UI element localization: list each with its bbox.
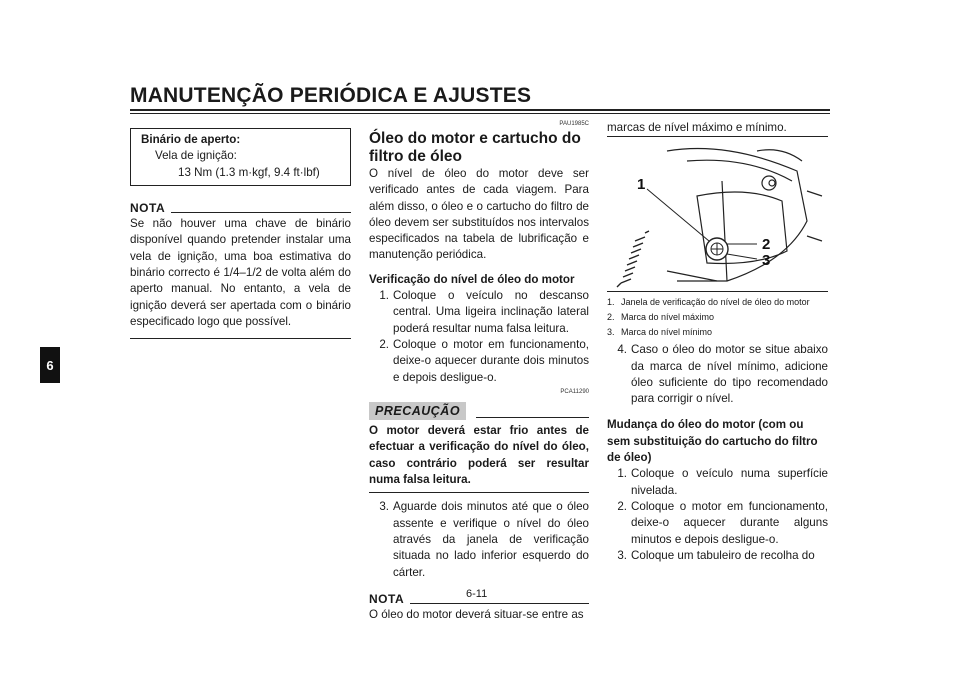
nota-header <box>130 200 351 216</box>
step-text: Aguarde dois minutos até que o óleo assente e verifique o nível do óleo através da janela de verificação situada no lado inferior esquerdo do cárter. <box>393 500 589 579</box>
step-text: Coloque um tabuleiro de recolha do <box>631 548 815 562</box>
caution-text: O motor deverá estar frio antes de efectuar a verificação do nível do óleo, caso contrário poderá ser resultar numa falsa leitura. <box>369 424 589 487</box>
step-number: 1. <box>617 467 627 481</box>
step-text: Coloque o veículo numa superfície nivelada. <box>631 467 828 497</box>
list-item <box>607 342 828 407</box>
column-right <box>607 120 828 564</box>
page-title: MANUTENÇÃO PERIÓDICA E AJUSTES <box>130 84 532 107</box>
caution-header <box>369 402 589 420</box>
page-number: 6-11 <box>466 588 488 600</box>
list-item <box>369 288 589 337</box>
caution-badge: PRECAUÇÃO <box>369 402 466 420</box>
caption-item <box>607 311 828 323</box>
caption-text: Janela de verificação do nível de óleo do motor <box>621 297 810 308</box>
title-rule <box>130 109 830 111</box>
step-text: Coloque o veículo no descanso central. Uma ligeira inclinação lateral poderá resultar numa falsa leitura. <box>393 289 589 335</box>
subheading-oil-change: Mudança do óleo do motor (com ou sem substituição do cartucho do filtro de óleo) <box>607 418 818 465</box>
nota-label: NOTA <box>130 200 166 215</box>
torque-value: 13 Nm (1.3 m·kgf, 9.4 ft·lbf) <box>178 165 320 179</box>
step-text: Coloque o motor em funcionamento, deixe-o aquecer durante dois minutos e depois desligue-o. <box>393 337 589 384</box>
chapter-tab: 6 <box>40 347 60 383</box>
figure-caption-rule <box>607 291 828 292</box>
torque-item: Vela de ignição: <box>155 149 237 163</box>
caption-number: 1. <box>607 297 615 308</box>
caption-number: 2. <box>607 312 615 323</box>
oil-window <box>706 238 728 260</box>
engine-illustration <box>607 141 828 289</box>
figure-label-3: 3 <box>762 252 771 270</box>
list-item <box>607 466 828 499</box>
leader-line-3 <box>727 254 757 259</box>
list-item <box>369 337 589 386</box>
continuation-text: marcas de nível máximo e mínimo. <box>607 120 828 137</box>
figure-label-2: 2 <box>762 236 771 254</box>
subheading-oil-level: Verificação do nível de óleo do motor <box>369 272 575 286</box>
step-text: Caso o óleo do motor se situe abaixo da marca de nível mínimo, adicione óleo suficiente do tipo recomendado para corrigir o nível. <box>631 343 828 406</box>
step-number: 1. <box>379 289 389 303</box>
step-text: Coloque o motor em funcionamento, deixe-o aquecer durante alguns minutos e depois desligue-o. <box>631 499 828 546</box>
nota-text: Se não houver uma chave de binário disponível quando pretender instalar uma vela de ignição, uma boa estimativa do binário correcto é 1/4–1/2 de volta além do aperto manual. No entanto, a vela de ignição deverá ser apertada com o binário especificado logo que possível. <box>130 217 351 328</box>
section-heading: Óleo do motor e cartucho do filtro de óleo <box>369 130 581 165</box>
caution-end-rule <box>369 492 589 493</box>
caution-rule <box>476 417 589 418</box>
figure-label-1: 1 <box>637 176 646 194</box>
title-rule-thin <box>130 113 830 114</box>
column-left <box>130 128 351 339</box>
list-item <box>369 499 589 580</box>
column-middle <box>369 120 589 623</box>
figure-captions <box>607 296 828 338</box>
nota-text: O óleo do motor deverá situar-se entre as <box>369 608 584 622</box>
torque-heading: Binário de aperto: <box>141 133 241 146</box>
nota-rule <box>410 603 589 604</box>
step-number: 4. <box>617 343 627 357</box>
engine-oil-window-figure <box>607 141 828 289</box>
step-number: 3. <box>379 500 389 514</box>
ref-code: PAU1985C <box>559 121 589 127</box>
nota-label: NOTA <box>369 591 405 606</box>
list-item <box>607 548 828 564</box>
intro-paragraph: O nível de óleo do motor deve ser verificado antes de cada viagem. Para além disso, o óleo e o cartucho do filtro de óleo devem ser substituídos nos intervalos especificados na tabela de lubrificação e manutenção periódica. <box>369 167 589 262</box>
caption-number: 3. <box>607 327 615 338</box>
nota-end-rule <box>130 338 351 339</box>
list-item <box>607 499 828 548</box>
caption-text: Marca do nível mínimo <box>621 327 713 338</box>
nota-rule <box>171 212 351 213</box>
step-number: 2. <box>617 499 627 513</box>
caption-item <box>607 326 828 338</box>
torque-spec-box <box>130 128 351 186</box>
dipstick-spring <box>617 231 649 287</box>
step-number: 3. <box>617 548 627 562</box>
caption-item <box>607 296 828 308</box>
ref-code: PCA11290 <box>560 388 589 395</box>
step-number: 2. <box>379 337 389 351</box>
caption-text: Marca do nível máximo <box>621 312 715 323</box>
